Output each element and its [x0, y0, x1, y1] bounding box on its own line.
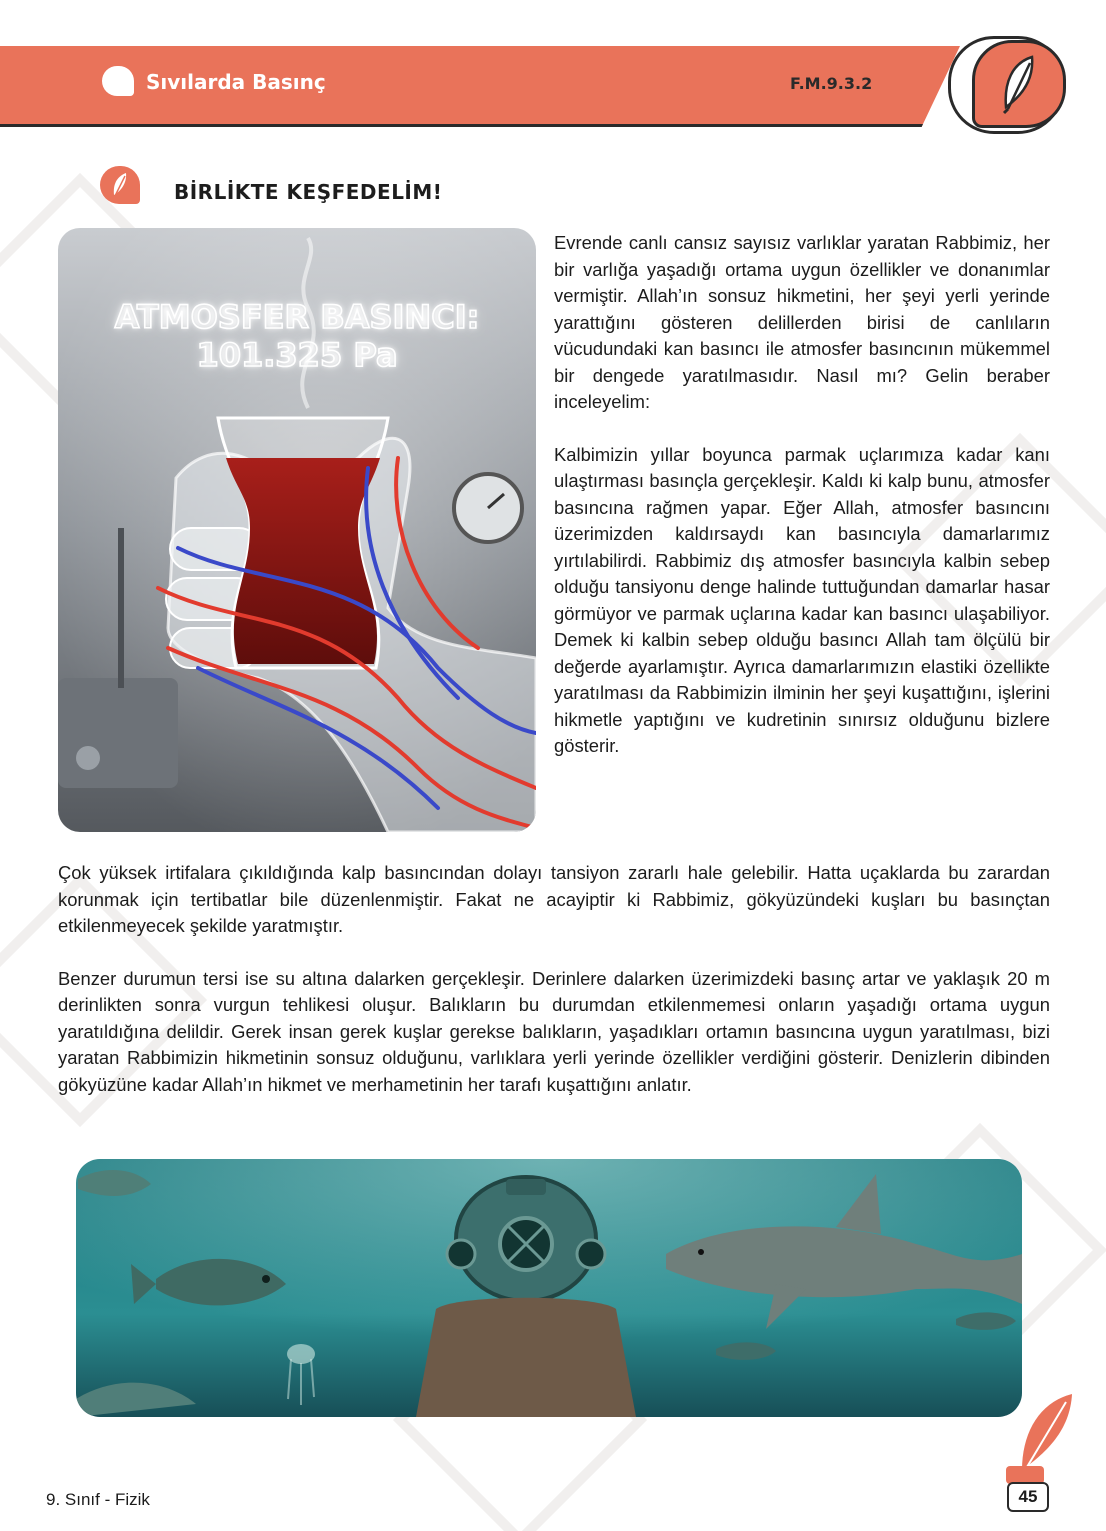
page-number: 45	[1007, 1482, 1049, 1512]
atmospheric-pressure-label	[58, 298, 536, 374]
feather-icon	[972, 40, 1066, 128]
paragraph-3: Çok yüksek irtifalara çıkıldığında kalp basıncından dolayı tansiyon zararlı hale gelebilir. Hatta uçaklarda bu zarardan korunmak için tertibatlar bile düzenlenmiştir. Fakat ne acayiptir ki Rabbimiz, gökyüzündeki kuşları bu basınçtan etkilenmeyecek şekilde yaratmıştır.	[58, 862, 1050, 936]
section-feather-icon	[100, 166, 140, 204]
neon-line-1: ATMOSFER BASINCI:	[114, 298, 480, 336]
header-bullet-icon	[102, 66, 134, 96]
paragraph-4: Benzer durumun tersi ise su altına dalarken gerçekleşir. Derinlere dalarken üzerimizdeki basınç artar ve yaklaşık 20 m derinlikten sonra vurgun tehlikesi oluşur. Balıkların bu durumdan etkilenmemesi onların yaşadığı ortama uygun yaratıldığına delildir. Gerek insan gerek kuşlar gerekse balıkların, yaşadıkları ortamın basıncına uygun yaratılması, bizi yaratan Rabbimizin hikmetinin sonsuz olduğunu, varlıklara yerli yerinde özellikler verdiğini gösterir. Denizlerin dibinden gökyüzüne kadar Allah’ın hikmet ve merhametinin her tarafı kuşattığını anlatır.	[58, 967, 1050, 1095]
underwater-diver-image	[76, 1159, 1022, 1417]
neon-line-2: 101.325 Pa	[196, 336, 398, 374]
full-width-text	[58, 860, 1050, 1124]
chapter-title: Sıvılarda Basınç	[146, 70, 326, 94]
section-title: BİRLİKTE KEŞFEDELİM!	[174, 180, 443, 204]
course-label: 9. Sınıf - Fizik	[46, 1490, 150, 1509]
paragraph-1: Evrende canlı cansız sayısız varlıklar yaratan Rabbimiz, her bir varlığa yaşadığı ortama uygun özellikler ve donanımlar vermiştir. Allah’ın sonsuz hikmetini, her şeyi yerli yerinde yarattığını gösteren delillerden birisi de canlıların vücudundaki kan basıncı ile atmosfer basıncının mükemmel bir dengede yaratılmasıdır. Nasıl mı? Gelin beraber inceleyelim:	[554, 232, 1050, 412]
right-column-text	[554, 230, 1050, 786]
hand-tea-glass-image	[58, 228, 536, 832]
outcome-code: F.M.9.3.2	[790, 74, 873, 93]
quill-inkpot-icon	[1000, 1392, 1080, 1488]
paragraph-2: Kalbimizin yıllar boyunca parmak uçlarımıza kadar kanı ulaştırması basınçla gerçekleşir. Kaldı ki kalp bunu, atmosfer basıncına rağmen yapar. Eğer Allah, atmosfer basıncını üzerimizden kaldırsaydı kan basıncıyla damarlarımız yırtılabilirdi. Rabbimiz dış atmosfer basıncıyla kalbin sebep olduğu tansiyonu denge halinde tuttuğundan damarlar hasar görmüyor ve parmak uçlarına kadar kan basıncı ulaşabiliyor. Demek ki kalbin sebep olduğu basıncı Allah tam ölçülü bir değerde ayarlamıştır. Ayrıca damarlarımızın elastiki özellikte yaratılması da Rabbimizin ilminin her şeyi kuşattığını, işlerini hikmetle yaptığını ve kudretinin sınırsız olduğunu bizlere gösterir.	[554, 443, 1050, 756]
